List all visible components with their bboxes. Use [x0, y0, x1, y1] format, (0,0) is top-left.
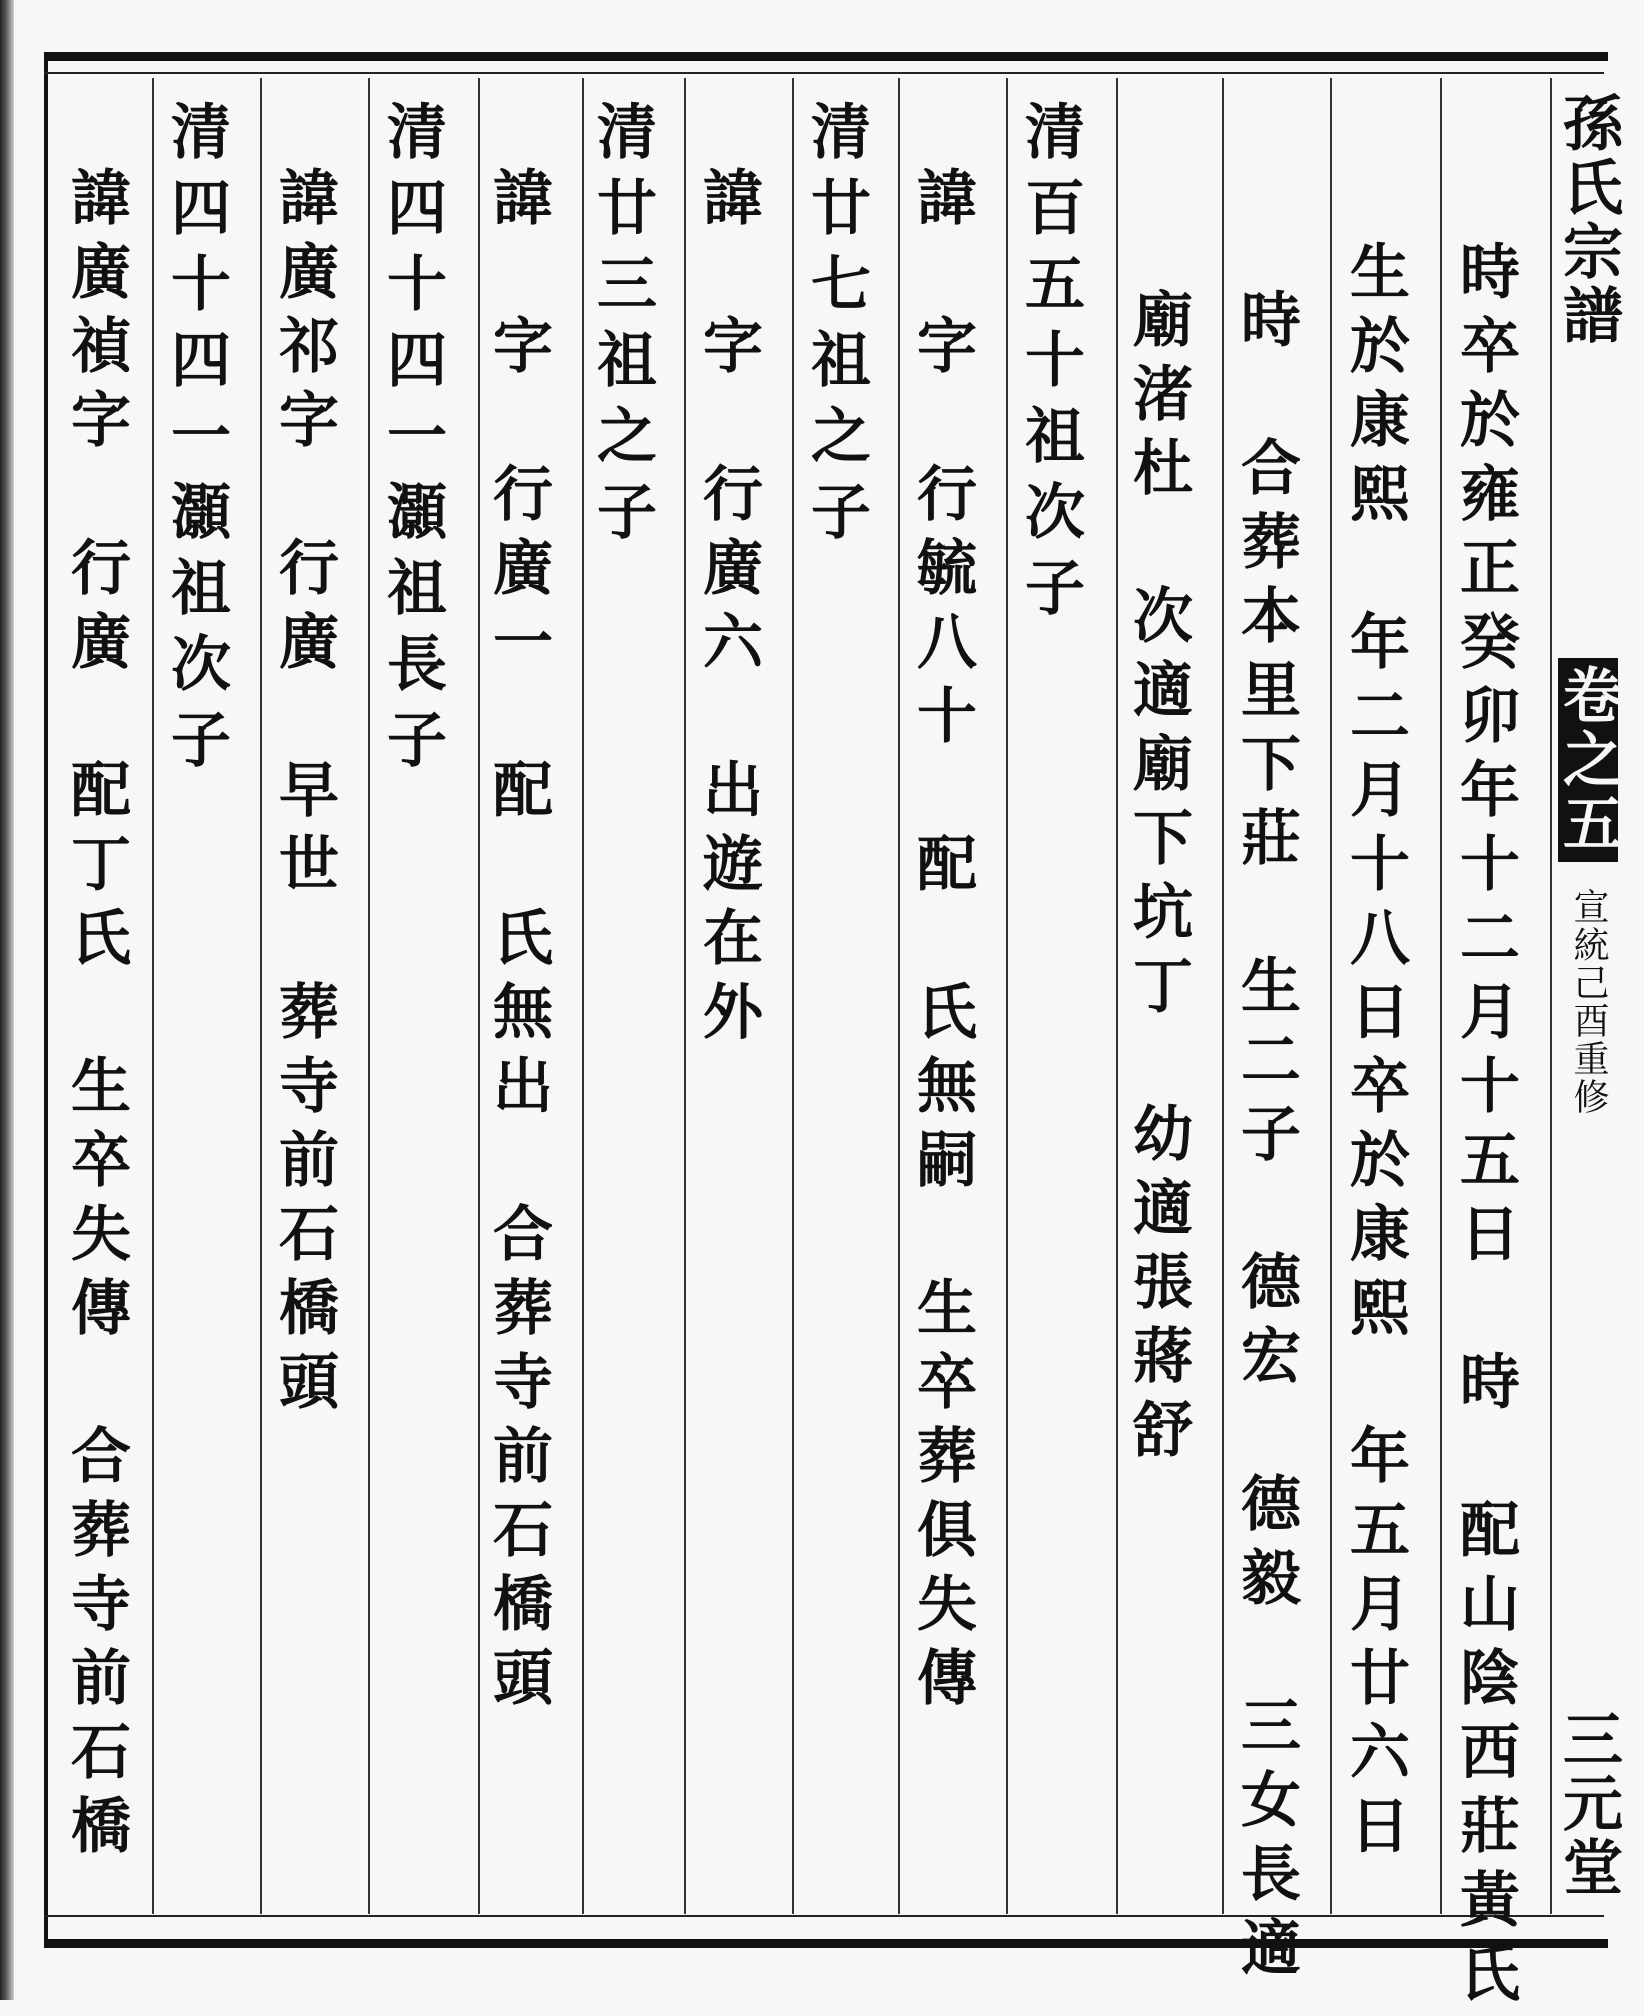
record-column: 諱廣祁字 行廣 早世 葬寺前石橋頭 [269, 166, 339, 1424]
record-column: 時卒於雍正癸卯年十二月十五日 時 配山陰西莊黃氏 [1450, 240, 1520, 2016]
generation-heading: 清四十四一灝祖次子 [161, 100, 231, 784]
column-rule [792, 78, 794, 1914]
generation-heading: 清百五十祖次子 [1015, 100, 1085, 632]
generation-heading: 清四十四一灝祖長子 [377, 100, 447, 784]
column-rule [1330, 78, 1332, 1914]
record-column: 廟渚杜 次適廟下坑丁 幼適張蔣舒 [1123, 288, 1193, 1472]
record-column: 諱廣禎字 行廣 配丁氏 生卒失傳 合葬寺前石橋 [61, 166, 131, 1868]
record-column: 生於康熙 年二月十八日卒於康熙 年五月廿六日 [1340, 240, 1410, 1868]
column-rule [478, 78, 480, 1914]
record-column: 諱 字 行廣一 配 氏無出 合葬寺前石橋頭 [483, 166, 553, 1720]
volume-label: 卷之五 [1558, 658, 1618, 862]
column-rule [1550, 78, 1552, 1914]
record-column: 時 合葬本里下莊 生二子 德宏 德毅 三女長適 [1231, 288, 1301, 1990]
column-rule [152, 78, 154, 1914]
column-rule [1222, 78, 1224, 1914]
header-band [1553, 78, 1623, 1914]
generation-heading: 清廿三祖之子 [587, 100, 657, 556]
column-rule [582, 78, 584, 1914]
frame-inner-top-rule [44, 72, 1604, 74]
column-rule [368, 78, 370, 1914]
record-column: 諱 字 行毓八十 配 氏無嗣 生卒葬俱失傳 [907, 166, 977, 1720]
column-rule [1440, 78, 1442, 1914]
column-rule [260, 78, 262, 1914]
column-rule [684, 78, 686, 1914]
hall-name: 三元堂 [1553, 1708, 1623, 1900]
column-rule [1116, 78, 1118, 1914]
page-edge [0, 0, 14, 2000]
book-title: 孫氏宗譜 [1553, 92, 1623, 348]
record-column: 諱 字 行廣六 出遊在外 [693, 166, 763, 1054]
frame-inner-bottom-rule [44, 1915, 1604, 1917]
column-rule [898, 78, 900, 1914]
column-rule [1006, 78, 1008, 1914]
edition-label: 宣統己酉重修 [1568, 888, 1609, 1116]
generation-heading: 清廿七祖之子 [801, 100, 871, 556]
